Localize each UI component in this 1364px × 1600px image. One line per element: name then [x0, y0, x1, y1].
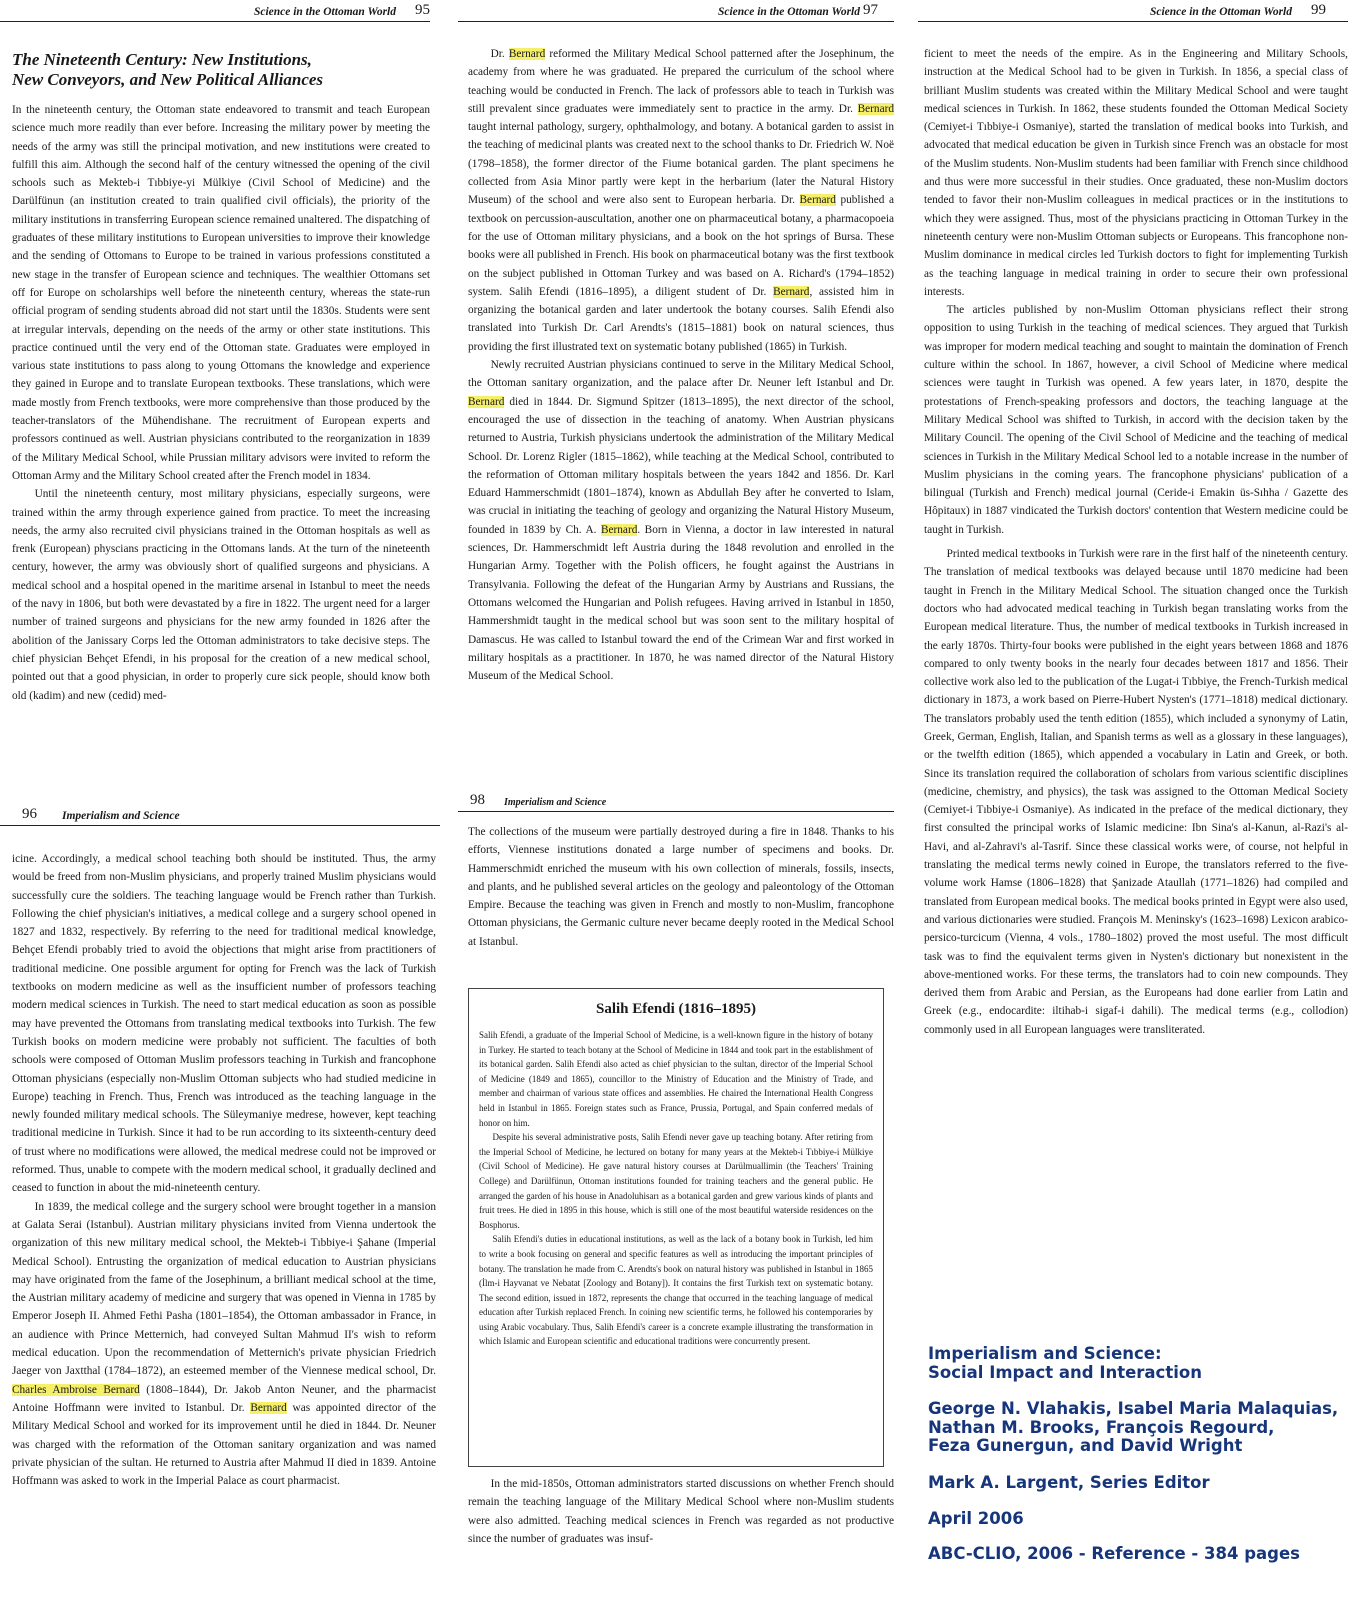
highlighted-name: Bernard [508, 48, 546, 60]
section-title-line-1: The Nineteenth Century: New Institutions, [12, 50, 312, 69]
book-info [928, 1345, 1348, 1563]
text-run: died in 1844. Dr. Sigmund Spitzer (1813–1895), the next director of the school, encouraged the use of dissection in the teaching of anatomy. When Austrian physicans returned to Austria, Turkish physicians undertook the administration of the Military Medical School. Dr. Lorenz Rigler (1815–1862), while teaching at the Medical School, contributed to the reformation of Ottoman military hospitals between the years 1842 and 1856. Dr. Karl Eduard Hammerschmidt (1801–1874), known as Abdullah Bey after he converted to Islam, was crucial in initiating the teaching of geology and organizing the Natural History Museum, founded in 1839 by Ch. A. [468, 395, 894, 536]
running-title: Science in the Ottoman World [1149, 6, 1292, 18]
highlighted-name: Bernard [600, 523, 638, 536]
series-editor: Mark A. Largent, Series Editor [928, 1472, 1210, 1492]
box-paragraph: Salih Efendi, a graduate of the Imperial School of Medicine, is a well-known figure in the history of botany in Turkey. He started to teach botany at the School of Medicine in 1844 and took part in the establishment of its botanical garden. Salih Efendi also acted as chief physician to the sultan, director of the Imperial School of Medicine (1849 and 1865), councillor to the Ministry of Education and the Ministry of Trade, and member and chairman of various state offices and assemblies. He chaired the International Health Congress held in Istanbul in 1865. Foreign states such as France, Prussia, Portugal, and Spain conferred medals of honor on him. [479, 1030, 873, 1128]
page-number: 96 [22, 806, 37, 822]
highlighted-name: Bernard [773, 285, 810, 298]
running-title: Imperialism and Science [62, 810, 180, 822]
text-run: was appointed director of the Military Medical School and worked for its improvement until he died in 1844. Dr. Neuner was charged with the reformation of the Ottoman sanitary organization and was named private physician of the sultan. He returned to Austria after Mahmud II died in 1839. Antoine Hoffmann was asked to work in the Imperial Palace as court pharmacist. [12, 1401, 437, 1488]
page-number: 99 [1311, 2, 1326, 18]
text-run: Newly recruited Austrian physicians continued to serve in the Military Medical School, the Ottoman sanitary organization, and the palace after Dr. Neuner left Istanbul and Dr. [468, 359, 894, 390]
text-run: . Born in Vienna, a doctor in law interested in natural sciences, Dr. Hammerschmidt left Austria during the 1848 revolution and enrolled in the Hungarian Army. Together with the Polish officers, he fought against the Austrians in Transylvania. Following the defeat of the Hungarian Army by Austrians and Russians, the Ottomans welcomed the Hungarian and Polish refugees. Having arrived in Istanbul in 1850, Hammershmidt taught in the medical school but was soon sent to the military hospital of Damascus. He was called to Istanbul toward the end of the Crimean War and first worked in military hospitals as a practitioner. In 1870, he was named director of the Natural History Museum of the Medical School. [468, 523, 894, 683]
book-title-line-2: Social Impact and Interaction [928, 1362, 1202, 1382]
text-run: reformed the Military Medical School patterned after the Josephinum, the academy from where he was graduated. He prepared the curriculum of the school where teaching would be conducted in French. The lack of professors able to teach in Turkish was still prevalent since graduates were immediately sent to practice in the army. Dr. [468, 48, 894, 115]
running-title: Science in the Ottoman World [717, 6, 860, 18]
page-97 [458, 0, 894, 790]
sidebar-box-salih-efendi [468, 988, 884, 1467]
body-text-99 [924, 45, 1348, 1039]
page-number: 98 [470, 792, 485, 808]
text-run: (1808–1844), Dr. Jakob Anton Neuner, and the pharmacist Antoine Hoffmann were invited to Istanbul. Dr. [12, 1383, 436, 1414]
authors-line-1: George N. Vlahakis, Isabel Maria Malaquias, [928, 1399, 1339, 1418]
text-run: , assisted him in organizing the botanical garden and later undertook the botany courses. Salih Efendi also translated into Turkish Dr. Carl Arendts's (1815–1881) book on natural sciences, thus providing the first illustrated text on systematic botany published (1865) in Turkish. [468, 285, 894, 353]
paragraph: In the mid-1850s, Ottoman administrators started discussions on whether French should remain the teaching language of the Military Medical School where non-Muslim students were also admitted. Teaching medical sciences in French was regarded as not productive since the number of graduates was insuf- [468, 1478, 894, 1545]
paragraph: In the nineteenth century, the Ottoman state endeavored to transmit and teach European science much more readily than ever before. Increasing the military power by meeting the needs of the army was still the principal motivation, and new institutions were created to fulfill this aim. Although the second half of the century witnessed the opening of the civil schools such as Mekteb-i Tıbbiye-yi Mülkiye (Civil School of Medicine) and the Darülfünun (an institution created to train qualified civil officials), the priority of the military institutions in transferring European science remained unaltered. The dispatching of graduates of these military institutions to European universities to improve their knowledge and the sending of Ottomans to Europe to be trained in various professions constituted a new stage in the transfer of European science and techniques. The wealthier Ottomans set off for Europe on scholarships well before the nineteenth century, whereas the state-run official program of sending students abroad did not start until the 1830s. Students were sent at irregular intervals, depending on the needs of the army or other state institutions. This practice continued until the very end of the Ottoman state. Graduates were employed in various state institutions to pass along to young Ottomans the knowledge and experience they gained in Europe and to translate European textbooks. These translations, which were made mostly from French textbooks, were more comprehensive than those produced by the teacher-translators of the Mühendishane. The recruitment of European experts and professors continued as well. Austrian physicians contributed to the reorganization in 1839 of the Military Medical School, while Prussian military advisors were invited to reform the Ottoman Army and the Military School created after the French model in 1834. [12, 104, 430, 482]
box-paragraph: Despite his several administrative posts, Salih Efendi never gave up teaching botany. After retiring from the Imperial School of Medicine, he lectured on botany for many years at the Mekteb-i Tıbbiye-i Mülkiye (Civil School of Medicine). He gave natural history courses at Darülmuallimin (the Teachers' Training College) and Darülfünun, Ottoman institutions founded for training teachers and the general public. He arranged the garden of his house in Anadoluhisarı as a botanical garden and grew various kinds of plants and fruit trees. He died in 1895 in this house, which is still one of the most beautiful waterside residences on the Bosphorus. [479, 1132, 873, 1230]
text-run: In 1839, the medical college and the surgery school were brought together in a mansion at Galata Serai (Istanbul). Austrian military physicians invited from Vienna undertook the organization of this new military medical school, the Mekteb-i Tıbbiye-i Şahane (Imperial Medical School). Entrusting the organization of medical education to Austrian physicians may have originated from the fame of the Josephinum, a brilliant medical school at the time, the Austrian military academy of medicine and surgery that was opened in Vienna in 1785 by Emperor Joseph II. Ahmed Fethi Pasha (1801–1854), the Ottoman ambassador in France, in an audience with Prince Metternich, had conveyed Sultan Mahmud II's wish to reform medical education. Upon the recommendation of Metternich's private physician Friedrich Jaeger von Jaxtthal (1784–1872), an esteemed member of the Viennese medical school, Dr. [12, 1200, 436, 1378]
book-title-line-1: Imperialism and Science: [928, 1344, 1162, 1363]
page-96 [0, 800, 440, 1600]
body-text-97 [468, 45, 894, 685]
publisher-info: ABC-CLIO, 2006 - Reference - 384 pages [928, 1543, 1300, 1563]
section-title-line-2: New Conveyors, and New Political Alliances [12, 70, 324, 89]
running-title: Science in the Ottoman World [253, 6, 396, 18]
box-paragraph: Salih Efendi's duties in educational institutions, as well as the lack of a botany book in Turkish, led him to write a book focusing on general and specific features as well as introducing the important principles of botany. The translation he made from C. Arendts's book on natural history was published in Istanbul in 1865 (İlm-i Hayvanat ve Nebatat [Zoology and Botany]). It contains the first Turkish text on systematic botany. The second edition, issued in 1872, represents the change that occurred in the teaching language of medical education after Turkish replaced French. In coining new scientific terms, he followed his contemporaries by using Arabic vocabulary. Thus, Salih Efendi's career is a concrete example illustrating the transformation in which Islamic and European scientific and educational traditions were concurrently present. [479, 1234, 873, 1347]
highlighted-name: Bernard [468, 395, 505, 408]
paragraph: Until the nineteenth century, most military physicians, especially surgeons, were trained within the army through experience gained from practice. To meet the increasing needs, the army also recruited civil physicians trained in the Ottoman hospitals as well as frenk (European) physcians practicing in the Ottomans lands. At the turn of the nineteenth century, however, the army was obviously short of qualified surgeons and physicians. A medical school and a hospital opened in the maritime arsenal in Istanbul to meet the needs of the navy in 1806, but both were devastated by a fire in 1822. The urgent need for a larger number of trained surgeons and physicians for the new army founded in 1826 after the abolition of the Janissary Corps led the Ottoman administrators to take decisive steps. The chief physician Behçet Efendi, in his proposal for the creation of a new medical school, pointed out that a good physician, in order to properly cure sick people, should know both old (kadim) and new (cedid) med- [12, 488, 430, 702]
paragraph: icine. Accordingly, a medical school teaching both should be instituted. Thus, the army would be freed from non-Muslim physicians, and properly trained Muslim physicians would successfully cure the soldiers. The teaching language would be French rather than Turkish. Following the chief physician's initiatives, a medical college and a surgery school opened in 1827 and 1832, respectively. By referring to the need for traditional medical knowledge, Behçet Efendi probably tried to avoid the objections that might arise from practitioners of traditional medicine. One possible argument for opting for French was the lack of Turkish textbooks on modern medicine as well as the insufficient number of professors teaching modern medical sciences in Turkish. The need to start medical education as soon as possible may have prevented the Ottomans from translating medical textbooks into Turkish. The few Turkish books on modern medicine were probably not sufficient. The faculties of both schools were composed of Ottoman Muslim professors teaching in Turkish and francophone Ottoman physicians (especially non-Muslim Ottoman subjects who had studied medicine in Europe) teaching in French. Thus, French was introduced as the teaching language in the newly founded military medical schools. The Süleymaniye medrese, however, kept teaching traditional medicine in Turkish. Since it had to be run according to its sixteenth-century deed of trust where no modifications were allowed, the medical medrese could not be improved or reformed. Thus, unable to compete with the modern medical school, it gradually declined and ceased to function in about the mid-nineteenth century. [12, 853, 436, 1195]
page-number: 95 [415, 2, 430, 18]
text-run: Dr. [490, 48, 505, 60]
box-text [479, 1028, 873, 1349]
running-header-97 [458, 0, 894, 22]
page-98 [458, 790, 894, 1600]
highlighted-name: Charles Ambroise Bernard [12, 1383, 140, 1396]
paragraph [12, 1198, 436, 1491]
paragraph: Printed medical textbooks in Turkish were rare in the first half of the nineteenth century. The translation of medical textbooks was delayed because until 1870 medicine had been taught in French in the Military Medical School. The situation changed once the Turkish doctors who had advocated medical teaching in Turkish began translating works from the European medical literature. Thus, the number of medical textbooks in Turkish increased in the early 1870s. Thirty-four books were published in the eight years between 1868 and 1876 compared to only twenty books in the nearly four decades between 1817 and 1856. Their collective work also led to the publication of the Lugat-i Tıbbiye, the French-Turkish medical dictionary in 1873, a work based on Pierre-Hubert Nysten's (1771–1818) medical dictionary. The translators probably used the tenth edition (1855), which included a synonymy of Latin, Greek, German, English, Italian, and Spanish terms as well as a glossary in these languages), or the twelfth edition (1865), which appended a vocabulary in Latin and Greek, or both. Since its translation required the collaboration of scholars from various scientific disciplines (medicine, chemistry, and physics), the task was assigned to the Ottoman Medical Society (Cemiyet-i Tıbbiye-i Osmaniye). As indicated in the preface of the medical dictionary, they first consulted the principal works of Islamic medicine: Ibn Sina's al-Kanun, al-Razi's al-Havi, and al-Zahravi's al-Tasrif. Since these classical works were, of course, not helpful in translating the medical terms newly coined in Europe, the translators referred to the five-volume work Hamse (1806–1828) that Şanizade Ataullah (1771–1826) had compiled and translated from European medical books. The medical books printed in Egypt were also used, and various dictionaries were studied. François M. Meninsky's (1623–1698) Lexicon arabico-persico-turcicum (Vienna, 4 vols., 1780–1802) proved the most useful. The most difficult task was to find the equivalent terms given in Nysten's dictionary but nonexistent in the above-mentioned works. For these terms, the translators had to coin new compounds. They derived them from Arabic and Persian, as the Europeans had done earlier from Latin and Greek (e.g., endocardite: iltihab-i sigaf-i dahili). The medical terms (e.g., collodion) commonly used in all European languages were transliterated. [924, 548, 1348, 1036]
page-99 [918, 0, 1348, 1190]
body-text-95 [12, 101, 430, 705]
body-text-96 [12, 850, 436, 1490]
running-header-95 [0, 0, 430, 22]
highlighted-name: Bernard [250, 1401, 287, 1414]
page-number: 97 [863, 2, 878, 18]
running-title: Imperialism and Science [504, 797, 607, 808]
paragraph [468, 45, 894, 356]
highlighted-name: Bernard [857, 102, 894, 115]
paragraph: ficient to meet the needs of the empire. As in the Engineering and Military Schools, instruction at the Medical School had to be given in Turkish. In 1856, a special class of brilliant Muslim students was created within the Military Medical School and were taught medical sciences in Turkish. In 1862, these students founded the Ottoman Medical Society (Cemiyet-i Tıbbiye-i Osmaniye), started the translation of medical books into Turkish, and advocated that medical education be given in Turkish since French was an obstacle for most of the Muslim students. Non-Muslim students had been familiar with French since childhood and thus were more successful in their studies. Once graduated, these non-Muslim doctors tended to favor their non-Muslim colleagues in medical practices or in the institutions to which they were assigned. Thus, most of the physicians practicing in Ottoman Turkey in the nineteenth century were non-Muslim Ottoman subjects or Europeans. This francophone non-Muslim dominance in medical circles led Turkish doctors to fight for implementing Turkish as the teaching language in medical training in order to secure their own professional interests. [924, 48, 1348, 298]
highlighted-name: Bernard [799, 194, 836, 207]
running-header-98 [458, 790, 894, 812]
publication-date: April 2006 [928, 1509, 1024, 1528]
page-95 [0, 0, 430, 790]
paragraph [468, 356, 894, 685]
authors-line-3: Feza Gunergun, and David Wright [928, 1436, 1243, 1455]
authors-line-2: Nathan M. Brooks, François Regourd, [928, 1417, 1275, 1437]
paragraph: The articles published by non-Muslim Ottoman physicians reflect their strong opposition to using Turkish in the teaching of medical sciences. They argued that Turkish was improper for modern medical teaching and sought to maintain the domination of French culture within the school. In 1867, however, a civil School of Medicine where medical sciences were taught in Turkish was opened. A few years later, in 1870, despite the protestations of French-speaking professors and doctors, the teaching language at the Military Medical School was shifted to Turkish, in accord with the decision taken by the Military Council. The opening of the Civil School of Medicine and the teaching of medical sciences in Turkish in the Military Medical School led to a notable increase in the number of Muslim physicians in the coming years. The francophone physicians' publication of a bilingual (Turkish and French) medical journal (Ceride-i Emakin üs-Sıhha / Gazette des Hôpitaux) in 1887 vindicated the Turkish doctors' contention that Western medicine could be taught in Turkish. [924, 304, 1348, 536]
body-text-98-bottom [468, 1475, 894, 1548]
box-title: Salih Efendi (1816–1895) [595, 1001, 757, 1017]
text-run: published a textbook on percussion-auscultation, another one on pharmaceutical botany, a pharmacopoeia for the use of Ottoman military physicians, and a book on the hot springs of Bursa. These books were all published in French. His book on pharmaceutical botany was the first textbook on the subject published in Ottoman Turkey and was based on A. Richard's (1794–1852) system. Salih Efendi (1816–1895), a diligent student of Dr. [468, 194, 894, 298]
text-run: taught internal pathology, surgery, ophthalmology, and botany. A botanical garden to assist in the teaching of medicinal plants was created next to the school thanks to Dr. Friedrich W. Noë (1798–1858), the former director of the Fiume botanical garden. The plant specimens he collected from Asia Minor partly were kept in the herbarium (later the Natural History Museum) of the school and were also sent to European herbaria. Dr. [468, 121, 894, 207]
paragraph: The collections of the museum were partially destroyed during a fire in 1848. Thanks to his efforts, Viennese institutions donated a large number of specimens and books. Dr. Hammerschmidt enriched the museum with his own collection of minerals, fossils, insects, and plants, and he published several articles on the geology and paleontology of the Ottoman Empire. Because the teaching was given in French and mostly to non-Muslim, francophone Ottoman physicians, the Germanic culture never became deeply rooted in the Medical School at Istanbul. [468, 826, 894, 948]
body-text-98 [468, 823, 894, 951]
running-header-99 [918, 0, 1348, 22]
running-header-96 [0, 800, 440, 826]
section-title [12, 50, 390, 90]
